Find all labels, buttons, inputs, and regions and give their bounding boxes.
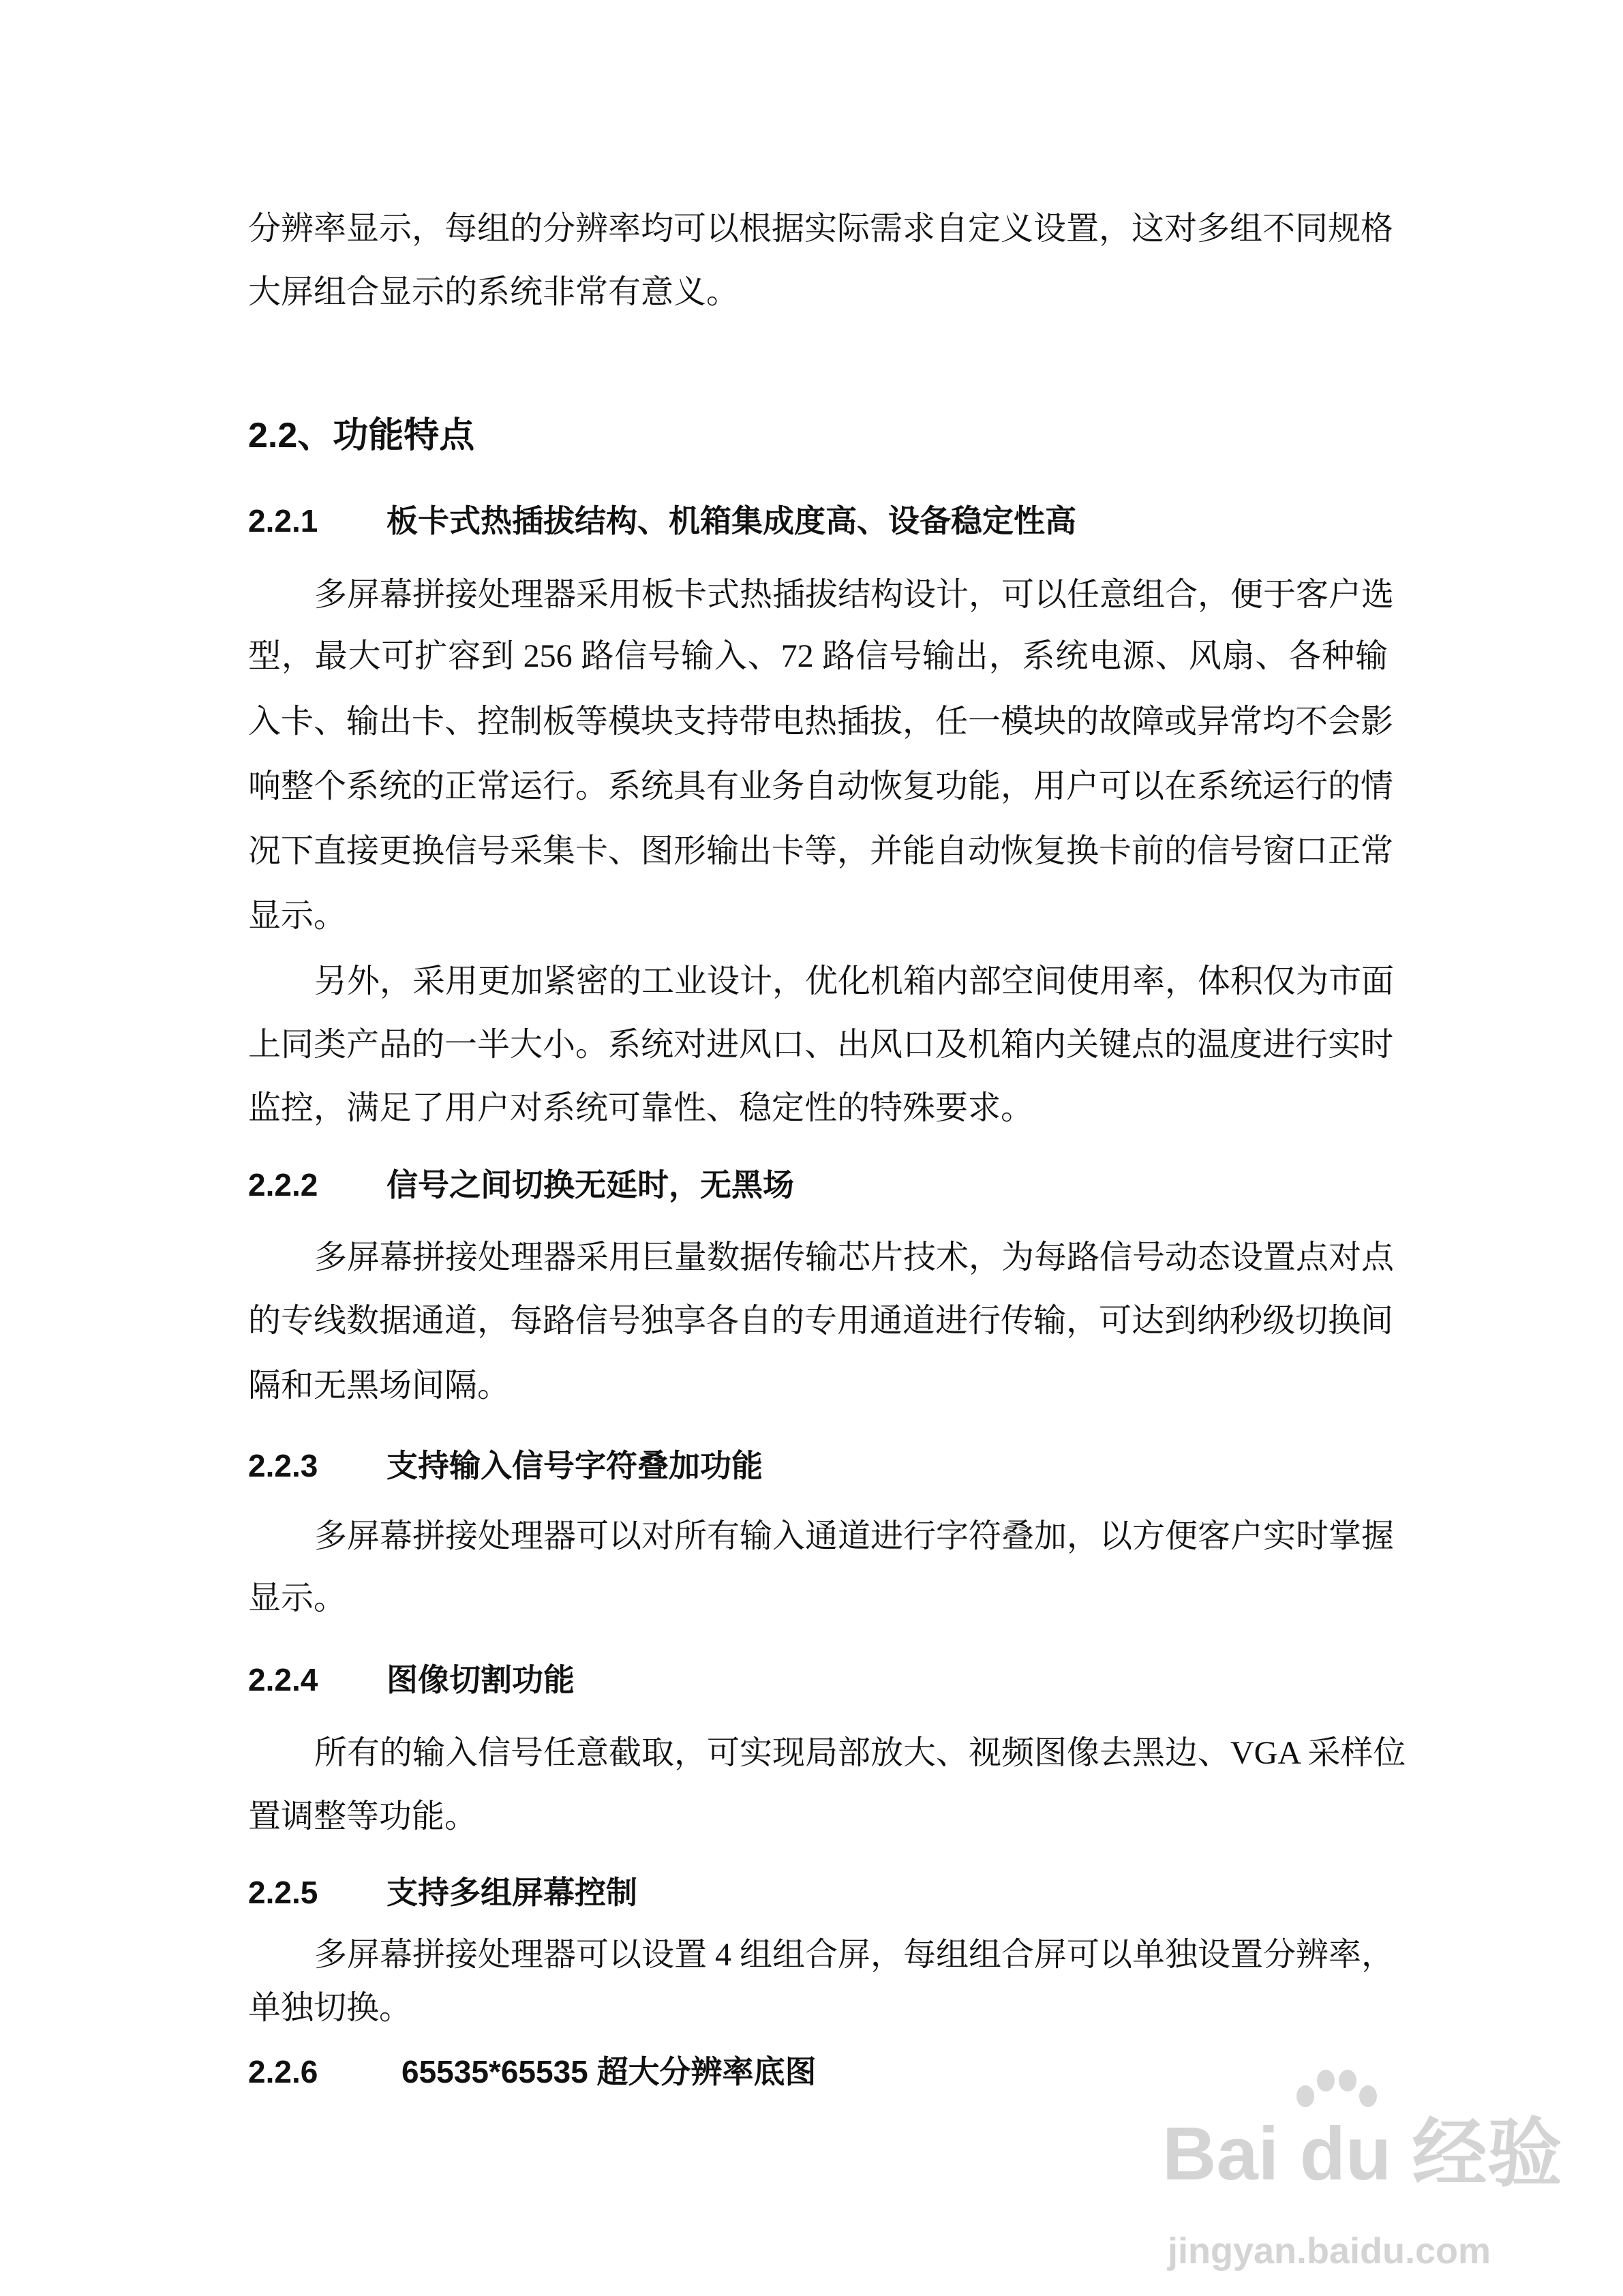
paragraph-line: 显示。	[248, 898, 347, 934]
feature-heading-2-2-5	[248, 1873, 1388, 1912]
heading-title: 支持输入信号字符叠加功能	[386, 1448, 763, 1483]
paragraph-line: 入卡、输出卡、控制板等模块支持带电热插拔，任一模块的故障或异常均不会影	[248, 704, 1394, 740]
intro-line: 大屏组合显示的系统非常有意义。	[248, 274, 740, 310]
feature-heading-2-2-4	[248, 1660, 1388, 1700]
heading-number: 2.2.4	[248, 1662, 318, 1697]
paragraph-line: 置调整等功能。	[248, 1798, 478, 1834]
paragraph-line: 上同类产品的一半大小。系统对进风口、出风口及机箱内关键点的温度进行实时	[248, 1027, 1394, 1063]
heading-number: 2.2.1	[248, 503, 318, 539]
paragraph-line: 单独切换。	[248, 1990, 412, 2026]
watermark-url: jingyan.baidu.com	[1168, 2231, 1491, 2271]
heading-title: 65535*65535 超大分辨率底图	[401, 2054, 817, 2089]
heading-number: 2.2.2	[248, 1167, 318, 1203]
paragraph-line: 隔和无黑场间隔。	[248, 1368, 511, 1404]
paragraph-line: 所有的输入信号任意截取，可实现局部放大、视频图像去黑边、VGA 采样位	[314, 1735, 1406, 1771]
heading-number: 2.2.6	[248, 2054, 318, 2089]
paragraph-line: 多屏幕拼接处理器采用巨量数据传输芯片技术，为每路信号动态设置点对点	[314, 1239, 1395, 1275]
intro-line: 分辨率显示，每组的分辨率均可以根据实际需求自定义设置，这对多组不同规格	[248, 211, 1394, 247]
feature-heading-2-2-3	[248, 1446, 1388, 1485]
heading-title: 板卡式热插拔结构、机箱集成度高、设备稳定性高	[386, 503, 1076, 539]
paragraph-line: 监控，满足了用户对系统可靠性、稳定性的特殊要求。	[248, 1090, 1034, 1126]
paragraph-line: 另外，采用更加紧密的工业设计，优化机箱内部空间使用率，体积仅为市面	[314, 963, 1395, 999]
paragraph-line: 多屏幕拼接处理器可以设置 4 组组合屏，每组组合屏可以单独设置分辨率，	[314, 1937, 1395, 1973]
paragraph-line: 的专线数据通道，每路信号独享各自的专用通道进行传输，可达到纳秒级切换间	[248, 1303, 1394, 1339]
heading-number: 2.2.5	[248, 1875, 318, 1910]
paw-logo-icon	[1285, 2066, 1387, 2113]
paragraph-line: 多屏幕拼接处理器可以对所有输入通道进行字符叠加，以方便客户实时掌握	[314, 1518, 1395, 1554]
watermark-brand: Bai du 经验	[1162, 2112, 1562, 2196]
heading-title: 支持多组屏幕控制	[386, 1875, 637, 1910]
paragraph-line: 显示。	[248, 1580, 347, 1616]
heading-title: 图像切割功能	[386, 1662, 575, 1697]
paragraph-line: 型，最大可扩容到 256 路信号输入、72 路信号输出，系统电源、风扇、各种输	[248, 638, 1388, 674]
paragraph-line: 多屏幕拼接处理器采用板卡式热插拔结构设计，可以任意组合，便于客户选	[314, 577, 1395, 613]
feature-heading-2-2-2	[248, 1165, 1388, 1205]
feature-heading-2-2-1	[248, 501, 1388, 541]
heading-number: 2.2.3	[248, 1448, 318, 1483]
baidu-jingyan-watermark	[1162, 2066, 1571, 2291]
paragraph-line: 况下直接更换信号采集卡、图形输出卡等，并能自动恢复换卡前的信号窗口正常	[248, 833, 1394, 869]
paragraph-line: 响整个系统的正常运行。系统具有业务自动恢复功能，用户可以在系统运行的情	[248, 768, 1394, 804]
heading-title: 信号之间切换无延时，无黑场	[386, 1167, 794, 1203]
section-heading: 2.2、功能特点	[248, 416, 475, 455]
